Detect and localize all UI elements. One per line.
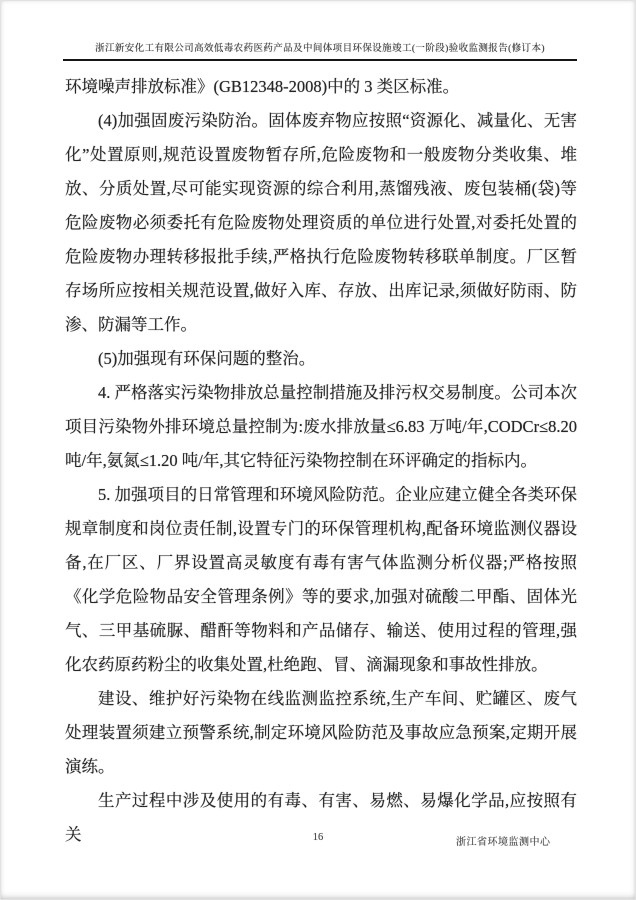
paragraph-continuation: 环境噪声排放标准》(GB12348-2008)中的 3 类区标准。 xyxy=(65,77,460,96)
footer-organization-note: 浙江省环境监测中心 xyxy=(456,837,551,848)
paragraph-hazardous-chemicals: 生产过程中涉及使用的有毒、有害、易燃、易爆化学品,应按照有关 xyxy=(65,791,577,844)
paragraph-monitoring-system: 建设、维护好污染物在线监测监控系统,生产车间、贮罐区、废气处理装置须建立预警系统,制定环境风险防范及事故应急预案,定期开展演练。 xyxy=(65,689,577,776)
paragraph-section-5-risk-management: 5. 加强项目的日常管理和环境风险防范。企业应建立健全各类环保规章制度和岗位责任制,设置专门的环保管理机构,配备环境监测仪器设备,在厂区、厂界设置高灵敏度有毒有害气体监测分析仪器;严格按照《化学危险物品安全管理条例》等的要求,加强对硫酸二甲酯、固体光气、三甲基硫脲、醋酐等物料和产品储存、输送、使用过程的管理,强化农药原药粉尘的收集处置,杜绝跑、冒、滴漏现象和事故性排放。 xyxy=(65,485,577,674)
paragraph-item-5-remediation: (5)加强现有环保问题的整治。 xyxy=(98,349,316,368)
page-number: 16 xyxy=(312,832,324,843)
paragraph-item-4-solid-waste: (4)加强固废污染防治。固体废弃物应按照“资源化、减量化、无害化”处置原则,规范设置废物暂存所,危险废物和一般废物分类收集、堆放、分质处置,尽可能实现资源的综合利用,蒸馏残液、废包装桶(袋)等危险废物必须委托有危险废物处理资质的单位进行处置,对委托处置的危险废物办理转移报批手续,严格执行危险废物转移联单制度。厂区暂存场所应按相关规范设置,做好入库、存放、出库记录,须做好防雨、防渗、防漏等工作。 xyxy=(65,111,577,334)
paragraph-section-4-total-control: 4. 严格落实污染物排放总量控制措施及排污权交易制度。公司本次项目污染物外排环境总量控制为:废水排放量≤6.83 万吨/年,CODCr≤8.20 吨/年,氨氮≤1.20 吨/年,其它特征污染物控制在环评确定的指标内。 xyxy=(65,383,577,470)
document-body xyxy=(65,70,577,852)
running-head-title: 浙江新安化工有限公司高效低毒农药医药产品及中间体项目环保设施竣工(一阶段)验收监测报告(修订本) xyxy=(63,40,577,61)
